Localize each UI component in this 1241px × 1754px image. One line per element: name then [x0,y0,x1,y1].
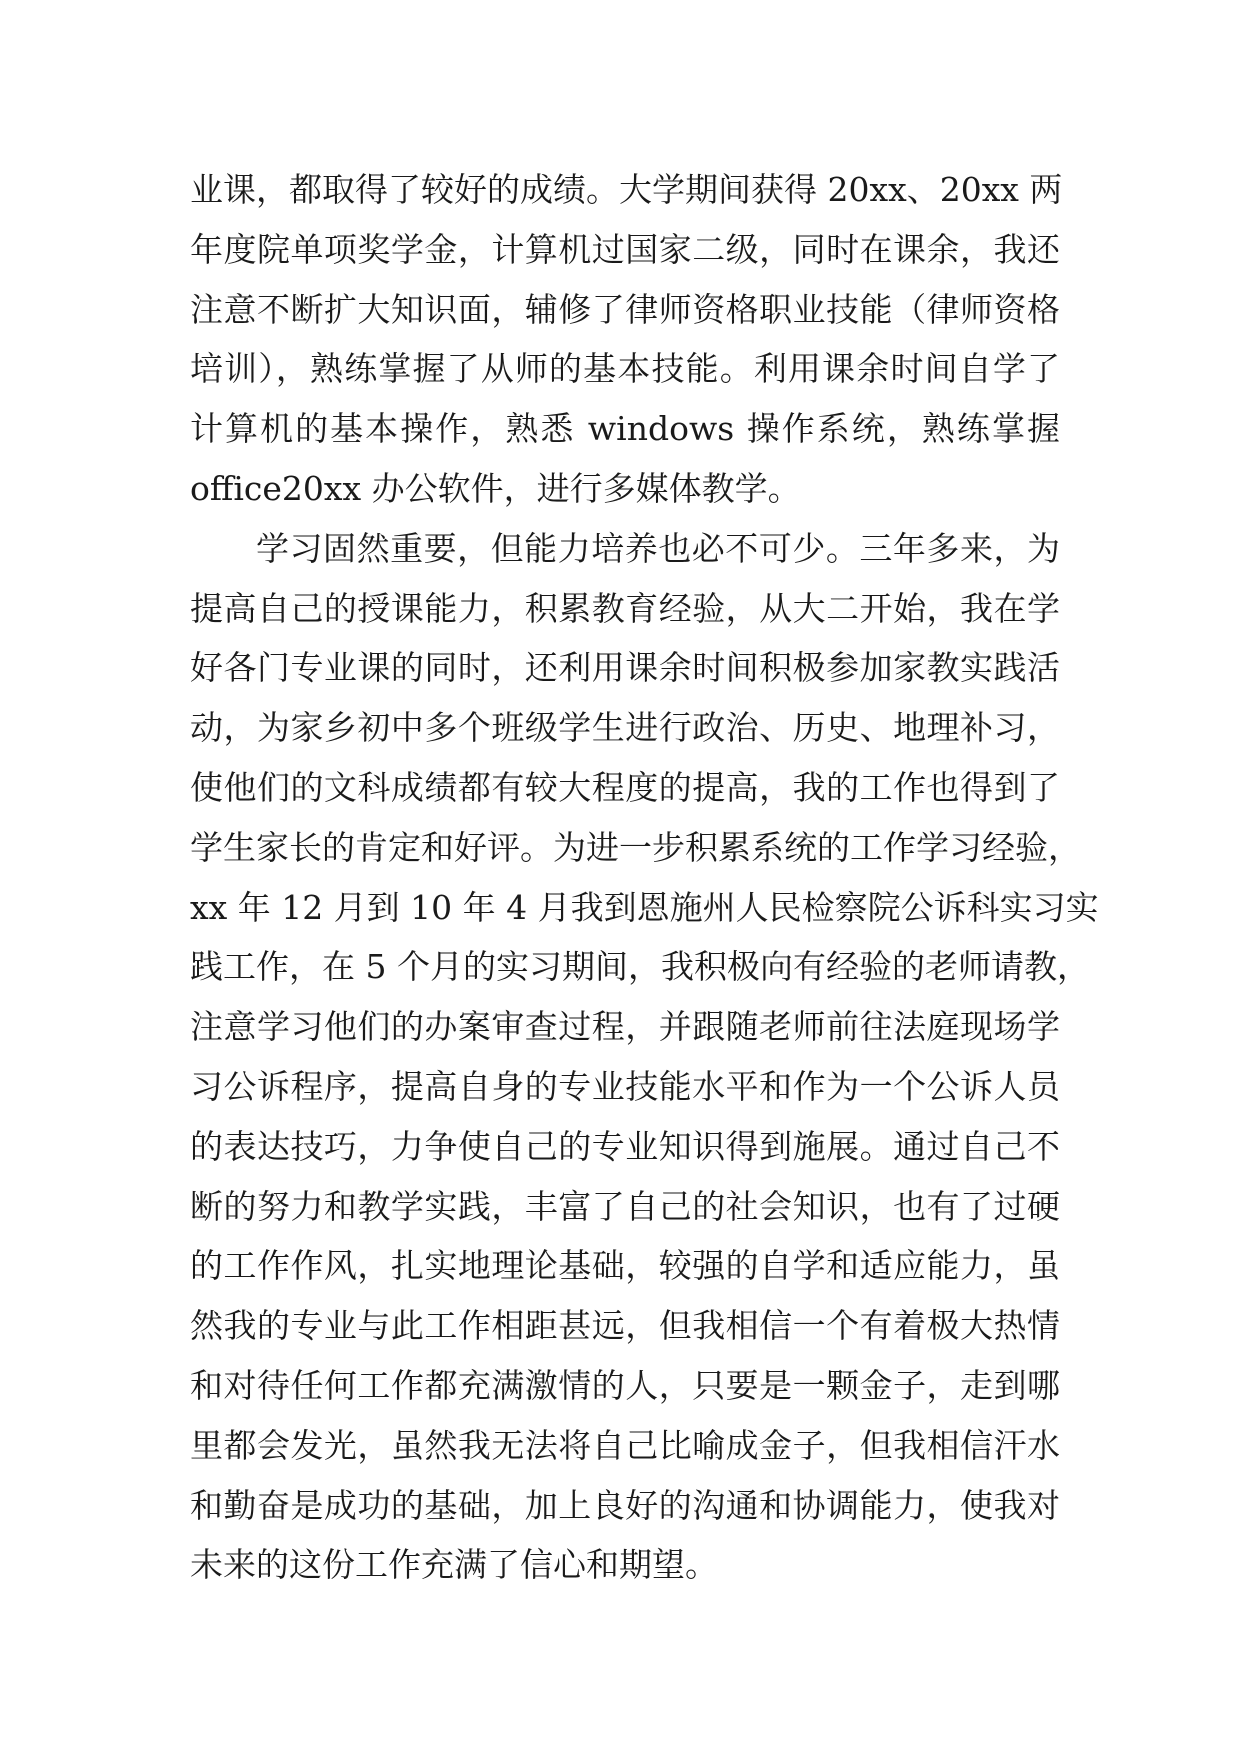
text-line: 然我的专业与此工作相距甚远，但我相信一个有着极大热情 [190,1306,1060,1346]
text-line: 学习固然重要，但能力培养也必不可少。三年多来，为 [256,528,1060,568]
text-line: 和对待任何工作都充满激情的人，只要是一颗金子，走到哪 [190,1365,1060,1405]
text-line: office20xx 办公软件，进行多媒体教学。 [190,468,801,508]
text-line: 未来的这份工作充满了信心和期望。 [190,1545,718,1585]
text-line: 动，为家乡初中多个班级学生进行政治、历史、地理补习， [190,708,1060,748]
text-line: 断的努力和教学实践，丰富了自己的社会知识，也有了过硬 [190,1186,1060,1226]
text-line: 使他们的文科成绩都有较大程度的提高，我的工作也得到了 [190,767,1060,807]
text-line: 年度院单项奖学金，计算机过国家二级，同时在课余，我还 [190,229,1060,269]
text-line: 注意不断扩大知识面，辅修了律师资格职业技能（律师资格 [190,289,1060,329]
text-line: 践工作，在 5 个月的实习期间，我积极向有经验的老师请教， [190,947,1090,987]
text-line: 和勤奋是成功的基础，加上良好的沟通和协调能力，使我对 [190,1485,1060,1525]
paragraph-1 [190,160,1063,519]
text-line: 的表达技巧，力争使自己的专业知识得到施展。通过自己不 [190,1126,1060,1166]
text-line: 的工作作风，扎实地理论基础，较强的自学和适应能力，虽 [190,1246,1060,1286]
text-line: 里都会发光，虽然我无法将自己比喻成金子，但我相信汗水 [190,1425,1060,1465]
text-line: 提高自己的授课能力，积累教育经验，从大二开始，我在学 [190,588,1060,628]
text-line: 计算机的基本操作，熟悉 windows 操作系统，熟练掌握 [190,409,1060,449]
text-line: 好各门专业课的同时，还利用课余时间积极参加家教实践活 [190,648,1060,688]
text-line: 习公诉程序，提高自身的专业技能水平和作为一个公诉人员 [190,1066,1060,1106]
paragraph-2 [190,519,1099,1595]
text-line: 注意学习他们的办案审查过程，并跟随老师前往法庭现场学 [190,1007,1060,1047]
text-line: 培训），熟练掌握了从师的基本技能。利用课余时间自学了 [190,349,1060,389]
document-body [190,160,1099,1595]
text-line: 业课，都取得了较好的成绩。大学期间获得 20xx、20xx 两 [190,170,1063,209]
text-line: 学生家长的肯定和好评。为进一步积累系统的工作学习经验， [190,827,1081,867]
text-line: xx 年 12 月到 10 年 4 月我到恩施州人民检察院公诉科实习实 [190,887,1099,927]
